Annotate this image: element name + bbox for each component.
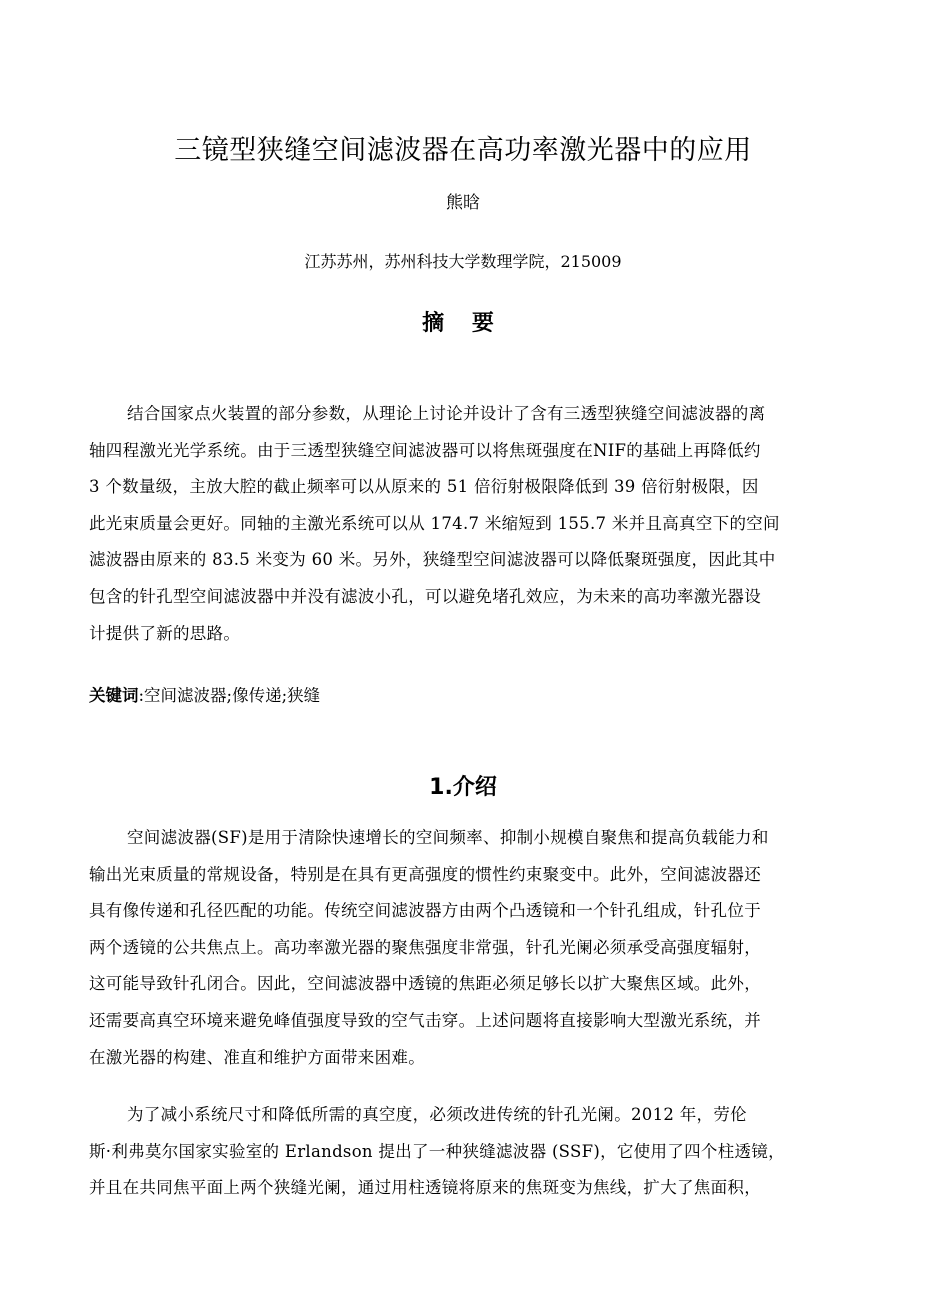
section-heading-introduction: 1.介绍	[429, 775, 497, 800]
abstract-line: 结合国家点火装置的部分参数，从理论上讨论并设计了含有三透型狭缝空间滤波器的离	[127, 404, 766, 423]
paragraph-line: 具有像传递和孔径匹配的功能。传统空间滤波器方由两个凸透镜和一个针孔组成，针孔位于	[89, 901, 761, 921]
abstract-line: 此光束质量会更好。同轴的主激光系统可以从 174.7 米缩短到 155.7 米并且高真空下的空间	[89, 513, 780, 533]
keywords-line	[89, 681, 849, 711]
abstract-paragraph	[89, 396, 849, 652]
paragraph-line: 在激光器的构建、准直和维护方面带来困难。	[89, 1047, 425, 1067]
paragraph-line: 输出光束质量的常规设备，特别是在具有更高强度的惯性约束聚变中。此外，空间滤波器还	[89, 864, 761, 884]
author-name: 熊晗	[446, 193, 480, 213]
keywords-value: :空间滤波器;像传递;狭缝	[138, 686, 321, 705]
abstract-line: 计提供了新的思路。	[89, 623, 241, 643]
abstract-line: 轴四程激光光学系统。由于三透型狭缝空间滤波器可以将焦斑强度在NIF的基础上再降低约	[89, 440, 761, 460]
abstract-heading: 摘 要	[422, 311, 504, 336]
author-affiliation: 江苏苏州，苏州科技大学数理学院，215009	[304, 252, 622, 271]
paragraph-line: 两个透镜的公共焦点上。高功率激光器的聚焦强度非常强，针孔光阑必须承受高强度辐射，	[89, 937, 761, 957]
paragraph-line: 斯·利弗莫尔国家实验室的 Erlandson 提出了一种狭缝滤波器 (SSF)，它使用了四个柱透镜，	[89, 1141, 785, 1161]
abstract-line: 3 个数量级，主放大腔的截止频率可以从原来的 51 倍衍射极限降低到 39 倍衍射极限，因	[89, 477, 759, 497]
paragraph-line: 还需要高真空环境来避免峰值强度导致的空气击穿。上述问题将直接影响大型激光系统，并	[89, 1010, 761, 1030]
paper-title: 三镜型狭缝空间滤波器在高功率激光器中的应用	[174, 135, 752, 166]
paragraph-line: 空间滤波器(SF)是用于清除快速增长的空间频率、抑制小规模自聚焦和提高负载能力和	[127, 828, 769, 847]
paragraph-line: 为了减小系统尺寸和降低所需的真空度，必须改进传统的针孔光阑。2012 年，劳伦	[127, 1105, 747, 1124]
keywords-label: 关键词	[89, 686, 139, 705]
intro-paragraph-1	[89, 820, 849, 1076]
abstract-line: 包含的针孔型空间滤波器中并没有滤波小孔，可以避免堵孔效应，为未来的高功率激光器设	[89, 586, 761, 606]
abstract-line: 滤波器由原来的 83.5 米变为 60 米。另外，狭缝型空间滤波器可以降低聚斑强度，因此其中	[89, 550, 776, 570]
intro-paragraph-2	[89, 1097, 849, 1207]
paragraph-line: 这可能导致针孔闭合。因此，空间滤波器中透镜的焦距必须足够长以扩大聚焦区域。此外，	[89, 974, 761, 994]
paragraph-line: 并且在共同焦平面上两个狭缝光阑，通过用柱透镜将原来的焦斑变为焦线，扩大了焦面积，	[89, 1178, 761, 1198]
